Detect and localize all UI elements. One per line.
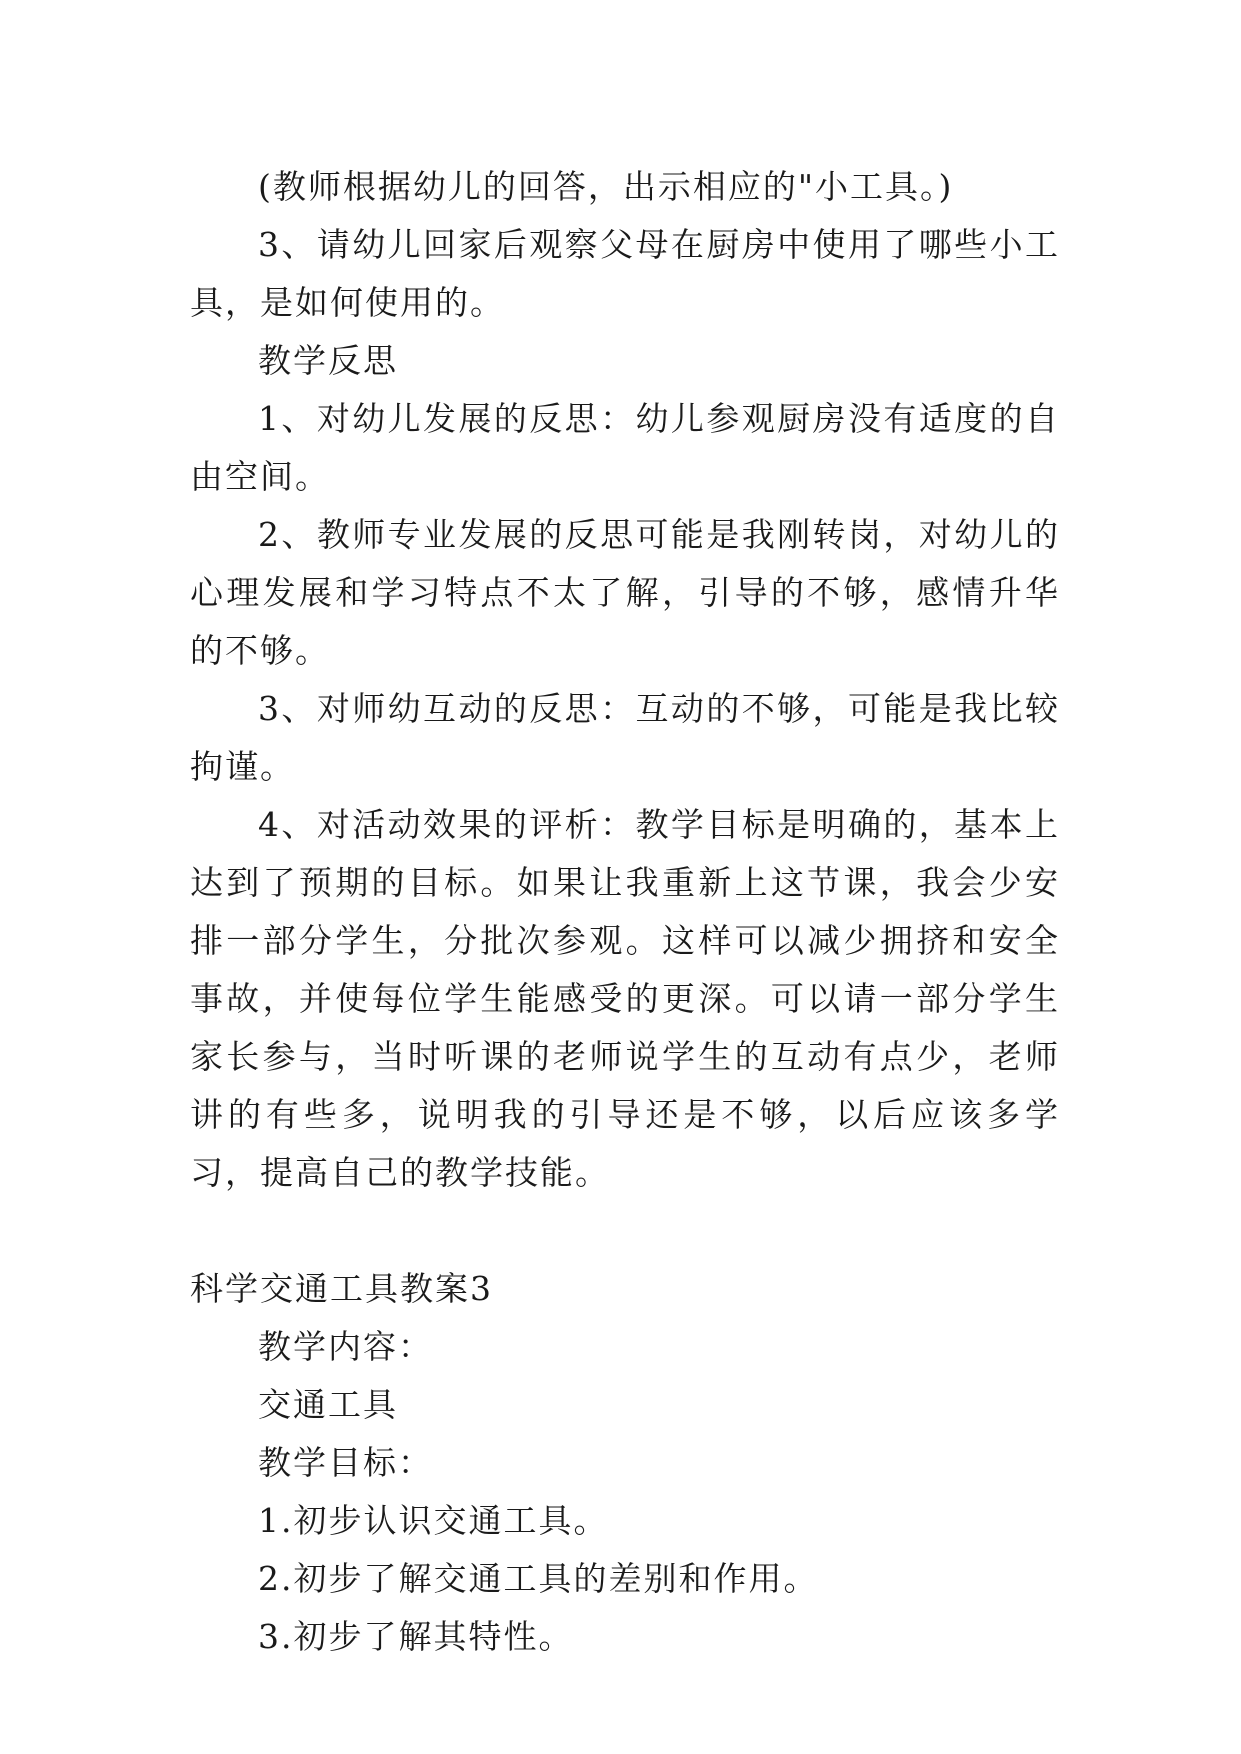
label-teaching-content: 教学内容：	[258, 1327, 433, 1366]
paragraph-reflection-1: 1、对幼儿发展的反思：幼儿参观厨房没有适度的自由空间。	[190, 399, 1060, 496]
section-title: 科学交通工具教案3	[190, 1269, 493, 1308]
goal-item-2: 2.初步了解交通工具的差别和作用。	[258, 1559, 819, 1598]
label-teaching-goals: 教学目标：	[258, 1443, 433, 1482]
paragraph-reflection-4: 4、对活动效果的评析：教学目标是明确的，基本上达到了预期的目标。如果让我重新上这节课，我会少安排一部分学生，分批次参观。这样可以减少拥挤和安全事故，并使每位学生能感受的更深。可以请一部分学生家长参与，当时听课的老师说学生的互动有点少，老师讲的有些多，说明我的引导还是不够，以后应该多学习，提高自己的教学技能。	[190, 805, 1060, 1192]
paragraph-observe-parents: 3、请幼儿回家后观察父母在厨房中使用了哪些小工具，是如何使用的。	[190, 225, 1060, 322]
heading-teaching-reflection: 教学反思	[258, 341, 398, 380]
document-body	[190, 158, 1060, 1666]
section-spacer	[190, 1202, 1060, 1260]
goal-item-1: 1.初步认识交通工具。	[258, 1501, 609, 1540]
paragraph-reflection-2: 2、教师专业发展的反思可能是我刚转岗，对幼儿的心理发展和学习特点不太了解，引导的不够，感情升华的不够。	[190, 515, 1060, 670]
paragraph-reflection-3: 3、对师幼互动的反思：互动的不够，可能是我比较拘谨。	[190, 689, 1060, 786]
text-teaching-content: 交通工具	[258, 1385, 398, 1424]
paragraph-teacher-shows-tools: (教师根据幼儿的回答，出示相应的"小工具。)	[258, 167, 954, 206]
goal-item-3: 3.初步了解其特性。	[258, 1617, 574, 1656]
